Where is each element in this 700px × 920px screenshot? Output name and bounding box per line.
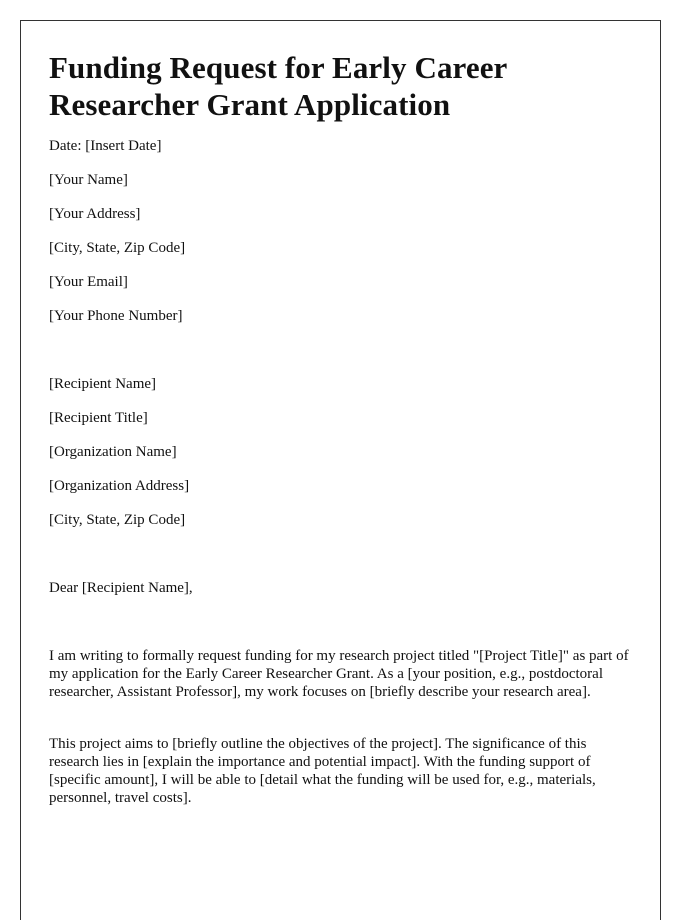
sender-email: [Your Email] [49,274,128,290]
recipient-block [49,375,632,529]
recipient-city: [City, State, Zip Code] [49,512,186,528]
recipient-organization: [Organization Name] [49,444,177,460]
letter-document [20,20,661,920]
recipient-title: [Recipient Title] [49,410,148,426]
spacer [49,341,632,375]
sender-name: [Your Name] [49,172,128,188]
recipient-name: [Recipient Name] [49,376,157,392]
body-paragraph-1: I am writing to formally request funding for my research project titled "[Project Title]" as part of my application for the Early Career Researcher Grant. As a [your position, e.g., postdoctoral researcher, Assistant Professor], my work focuses on [briefly describe your research area]. [49,648,629,700]
sender-address: [Your Address] [49,206,141,222]
sender-block [49,137,632,325]
body-paragraph-2: This project aims to [briefly outline the objectives of the project]. The significance of this research lies in [explain the importance and potential impact]. With the funding support of [specific amount], I will be able to [detail what the funding will be used for, e.g., materials, personnel, travel costs]. [49,736,596,806]
salutation: Dear [Recipient Name], [49,580,193,596]
sender-city: [City, State, Zip Code] [49,240,186,256]
sender-date: Date: [Insert Date] [49,138,162,154]
spacer [49,545,632,579]
sender-phone: [Your Phone Number] [49,308,183,324]
letter-title: Funding Request for Early Career Researcher Grant Application [49,50,507,122]
spacer [49,613,632,647]
recipient-address: [Organization Address] [49,478,190,494]
